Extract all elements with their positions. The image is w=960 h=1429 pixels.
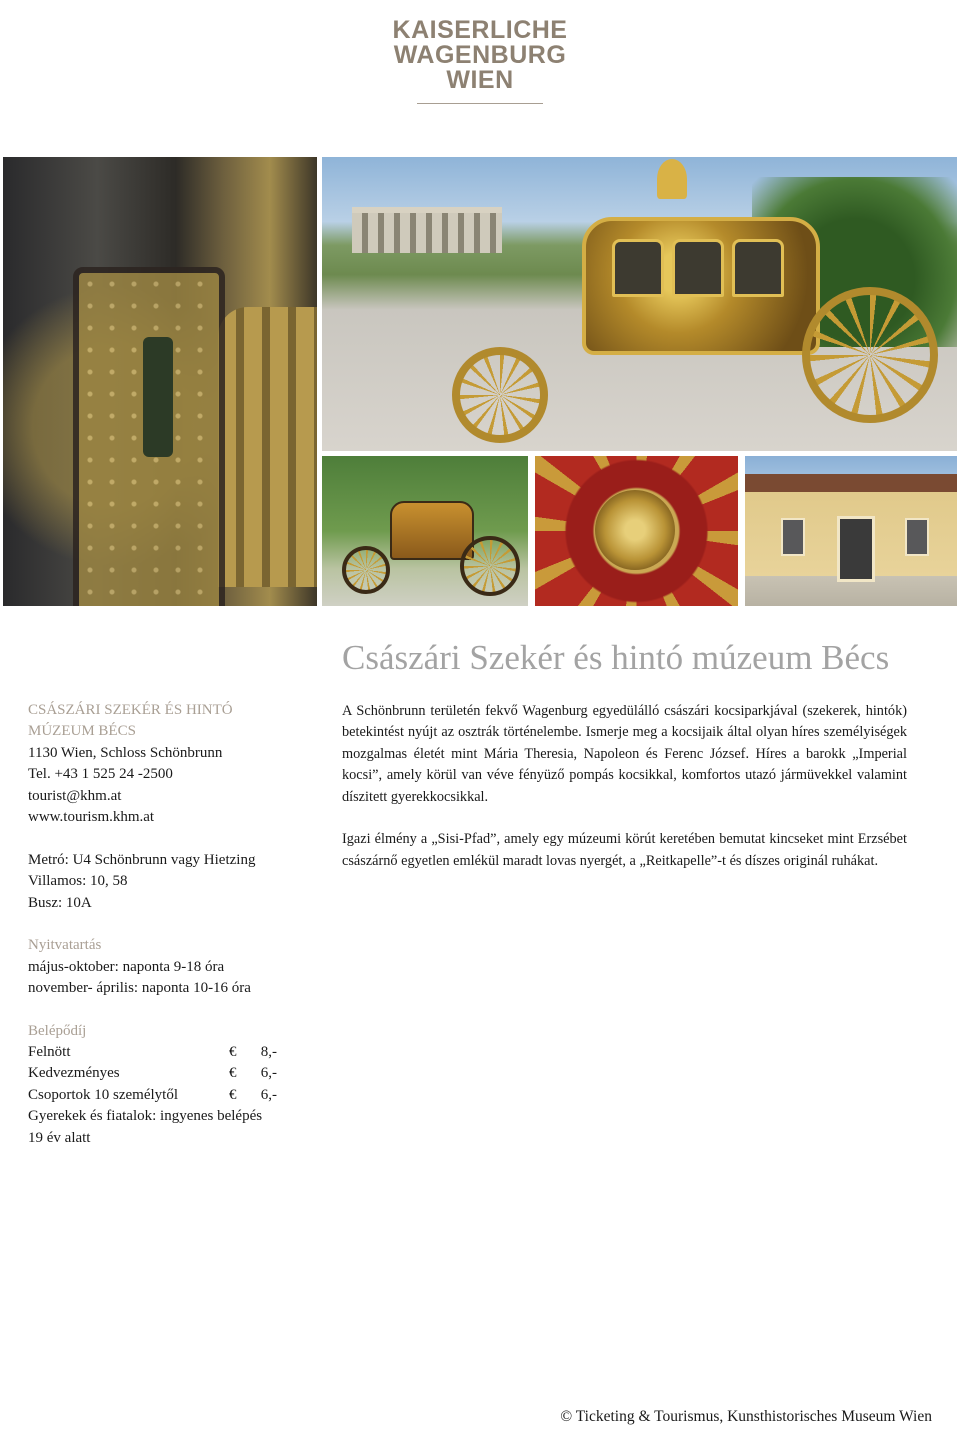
euro-sign: €	[229, 1086, 237, 1103]
price-value: 6,-	[260, 1086, 277, 1103]
copyright-footer: © Ticketing & Tourismus, Kunsthistorisches Museum Wien	[560, 1408, 932, 1425]
info-column	[28, 700, 308, 1149]
price-value: 6,-	[260, 1065, 277, 1082]
photo-building-roof	[745, 474, 957, 492]
euro-sign: €	[229, 1065, 237, 1082]
logo-divider	[417, 103, 543, 104]
address: 1130 Wien, Schloss Schönbrunn	[28, 744, 223, 761]
photo-garden-coach	[322, 456, 528, 606]
description-paragraph-2: Igazi élmény a „Sisi-Pfad”, amely egy múzeumi körút keretében bemutat kincseket mint Erzsébet császárnő egyetlen emlékül maradt lovas nyergét, a „Reitkapelle”-t és díszes originál ruhákat.	[342, 831, 907, 869]
museum-name-line-1: CSÁSZÁRI SZEKÉR ÉS HINTÓ	[28, 702, 233, 718]
photo-small-coach	[390, 501, 474, 560]
photo-gold-medallion	[595, 490, 675, 570]
logo-line-2: WAGENBURG	[393, 41, 567, 69]
price-label: Felnött	[28, 1044, 71, 1061]
photo-building-door	[837, 516, 875, 582]
photo-carriage-interior	[3, 157, 317, 606]
photo-wheel-hub-detail	[535, 456, 738, 606]
hours-summer: május-oktober: naponta 9-18 óra	[28, 958, 225, 975]
photo-small-wheel	[342, 546, 390, 594]
photo-museum-entrance	[745, 456, 957, 606]
photo-gloriette	[352, 207, 502, 253]
children-admission: Gyerekek és fiatalok: ingyenes belépés	[28, 1108, 263, 1125]
price-row	[28, 1042, 277, 1063]
photo-coach-window	[612, 239, 664, 297]
price-row	[28, 1085, 277, 1106]
tram-info: Villamos: 10, 58	[28, 873, 128, 890]
price-label: Kedvezményes	[28, 1065, 120, 1082]
price-label: Csoportok 10 személytől	[28, 1086, 178, 1103]
page-title: Császári Szekér és hintó múzeum Bécs	[342, 638, 890, 677]
photo-coach-front-wheel	[452, 347, 548, 443]
description-paragraph-1: A Schönbrunn területén fekvő Wagenburg egyedülálló császári kocsiparkjával (szekerek, hintók) betekintést nyújt az osztrák történelembe. Ismerje meg a kocsijaik által olyan híres személyiségek mozgalmas életét mint Mária Theresia, Napoleon és Ferenc József. Híres a barokk „Imperial kocsi”, amely körül van véve fényüző pompás kocsikkal, komfortos utazó jármüvekkel valamint díszitett gyerekkocsikkal.	[342, 703, 907, 805]
children-age-note: 19 év alatt	[28, 1129, 91, 1146]
email: tourist@khm.at	[28, 787, 122, 804]
photo-imperial-coach	[322, 157, 957, 451]
logo-line-3: WIEN	[446, 66, 514, 94]
museum-logo	[0, 18, 960, 104]
price-value: 8,-	[260, 1044, 277, 1061]
photo-building-window	[905, 518, 929, 556]
logo-line-1: KAISERLICHE	[392, 16, 568, 44]
description	[342, 701, 907, 872]
metro-info: Metró: U4 Schönbrunn vagy Hietzing	[28, 851, 256, 868]
admission-heading: Belépődíj	[28, 1022, 87, 1039]
photo-cushion-seat	[218, 307, 317, 587]
photo-coach-rear-wheel	[802, 287, 938, 423]
website: www.tourism.khm.at	[28, 809, 155, 826]
photo-coach-crown	[657, 159, 687, 199]
photo-coach-window	[672, 239, 724, 297]
hours-heading: Nyitvatartás	[28, 937, 102, 954]
euro-sign: €	[229, 1044, 237, 1061]
photo-tassel	[143, 337, 173, 457]
photo-small-wheel	[460, 536, 520, 596]
bus-info: Busz: 10A	[28, 894, 92, 911]
phone: Tel. +43 1 525 24 -2500	[28, 766, 173, 783]
price-row	[28, 1063, 277, 1084]
museum-name-line-2: MÚZEUM BÉCS	[28, 723, 136, 740]
photo-building-window	[781, 518, 805, 556]
hours-winter: november- április: naponta 10-16 óra	[28, 980, 251, 997]
photo-coach-window	[732, 239, 784, 297]
